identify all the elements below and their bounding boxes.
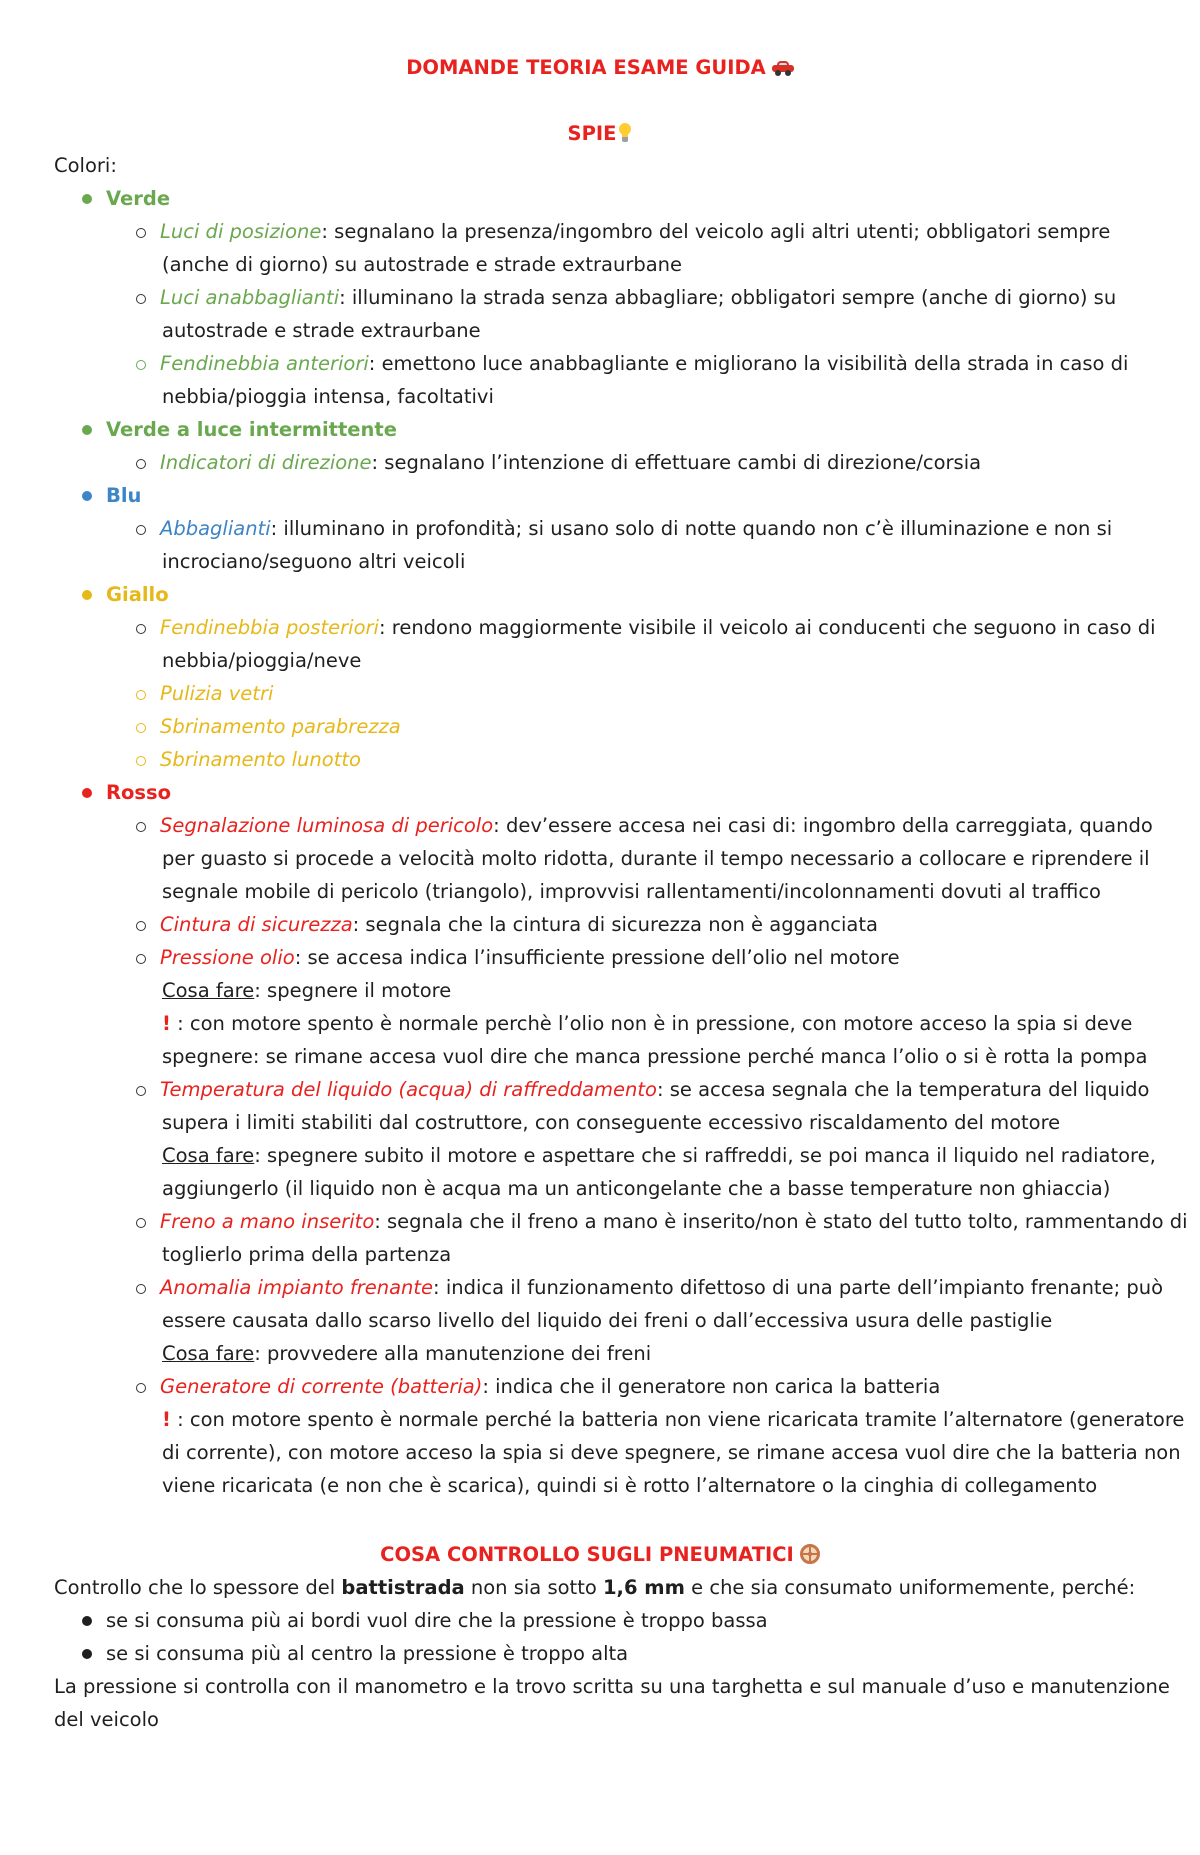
pneumatici-intro: Controllo che lo spessore del battistrada non sia sotto 1,6 mm e che sia consumato uniformemente, perché: — [54, 1576, 1136, 1599]
bullet-dot-icon — [82, 590, 92, 600]
bullet-circle-icon — [136, 525, 146, 535]
list-item: Pressione olio: se accesa indica l’insufficiente pressione dell’olio nel motore — [136, 946, 900, 970]
list-item-continuation: essere causata dallo scarso livello del liquido dei freni o dall’eccessiva usura delle pastiglie — [162, 1309, 1053, 1332]
list-item: Fendinebbia posteriori: rendono maggiormente visibile il veicolo ai conducenti che seguono in caso di — [136, 616, 1156, 640]
cosa-fare-line: Cosa fare: spegnere subito il motore e aspettare che si raffreddi, se poi manca il liquido nel radiatore, — [162, 1144, 1156, 1167]
cosa-fare-line: Cosa fare: spegnere il motore — [162, 979, 452, 1002]
category-giallo: Giallo — [82, 583, 169, 607]
list-item: Abbaglianti: illuminano in profondità; si usano solo di notte quando non c’è illuminazione e non si — [136, 517, 1112, 541]
list-item: Anomalia impianto frenante: indica il funzionamento difettoso di una parte dell’impianto frenante; può — [136, 1276, 1163, 1300]
note-line: ! : con motore spento è normale perchè l’olio non è in pressione, con motore acceso la spia si deve — [162, 1012, 1133, 1035]
pneumatici-closing: La pressione si controlla con il manometro e la trovo scritta su una targhetta e sul manuale d’uso e manutenzione — [54, 1675, 1170, 1698]
bullet-dot-icon — [82, 788, 92, 798]
bullet-circle-icon — [136, 228, 146, 238]
bullet-circle-icon — [136, 690, 146, 700]
pneumatici-closing-continuation: del veicolo — [54, 1708, 159, 1731]
list-item: se si consuma più al centro la pressione è troppo alta — [82, 1642, 628, 1666]
bullet-circle-icon — [136, 360, 146, 370]
cosa-fare-line: Cosa fare: provvedere alla manutenzione dei freni — [162, 1342, 652, 1365]
list-item: Pulizia vetri — [136, 682, 273, 706]
category-blu: Blu — [82, 484, 141, 508]
list-item: Indicatori di direzione: segnalano l’intenzione di effettuare cambi di direzione/corsia — [136, 451, 981, 475]
bullet-dot-icon — [82, 491, 92, 501]
bullet-circle-icon — [136, 723, 146, 733]
note-line: ! : con motore spento è normale perché la batteria non viene ricaricata tramite l’alternatore (generatore — [162, 1408, 1185, 1431]
document-title: DOMANDE TEORIA ESAME GUIDA — [0, 56, 1200, 79]
list-item-continuation: (anche di giorno) su autostrade e strade extraurbane — [162, 253, 683, 276]
bullet-circle-icon — [136, 822, 146, 832]
bullet-circle-icon — [136, 1086, 146, 1096]
category-rosso: Rosso — [82, 781, 171, 805]
list-item-continuation: nebbia/pioggia/neve — [162, 649, 362, 672]
section-title-spie: SPIE — [0, 122, 1200, 145]
list-item: Temperatura del liquido (acqua) di raffreddamento: se accesa segnala che la temperatura del liquido — [136, 1078, 1149, 1102]
bullet-dot-icon — [82, 1616, 92, 1626]
bullet-circle-icon — [136, 1284, 146, 1294]
bullet-circle-icon — [136, 1383, 146, 1393]
list-item-continuation: segnale mobile di pericolo (triangolo), improvvisi rallentamenti/incolonnamenti dovuti al traffico — [162, 880, 1101, 903]
list-item-continuation: supera i limiti stabiliti dal costruttore, con conseguente eccessivo riscaldamento del motore — [162, 1111, 1061, 1134]
list-item: se si consuma più ai bordi vuol dire che la pressione è troppo bassa — [82, 1609, 768, 1633]
list-item: Luci di posizione: segnalano la presenza/ingombro del veicolo agli altri utenti; obbligatori sempre — [136, 220, 1110, 244]
list-item: Generatore di corrente (batteria): indica che il generatore non carica la batteria — [136, 1375, 940, 1399]
bullet-circle-icon — [136, 624, 146, 634]
category-verde: Verde — [82, 187, 170, 211]
bullet-circle-icon — [136, 954, 146, 964]
list-item: Luci anabbaglianti: illuminano la strada senza abbagliare; obbligatori sempre (anche di giorno) su — [136, 286, 1116, 310]
list-item: Cintura di sicurezza: segnala che la cintura di sicurezza non è agganciata — [136, 913, 878, 937]
car-icon — [772, 61, 794, 75]
list-item-continuation: spegnere: se rimane accesa vuol dire che manca pressione perché manca l’olio o si è rotta la pompa — [162, 1045, 1148, 1068]
category-verde-intermittente: Verde a luce intermittente — [82, 418, 397, 442]
list-item: Segnalazione luminosa di pericolo: dev’essere accesa nei casi di: ingombro della carreggiata, quando — [136, 814, 1153, 838]
bullet-circle-icon — [136, 1218, 146, 1228]
wheel-icon — [800, 1544, 820, 1564]
list-item-continuation: incrociano/seguono altri veicoli — [162, 550, 466, 573]
list-item-continuation: toglierlo prima della partenza — [162, 1243, 452, 1266]
list-item-continuation: viene ricaricata (e non che è scarica), quindi si è rotto l’alternatore o la cinghia di collegamento — [162, 1474, 1098, 1497]
bullet-circle-icon — [136, 756, 146, 766]
bullet-dot-icon — [82, 425, 92, 435]
list-item: Sbrinamento parabrezza — [136, 715, 401, 739]
list-item-continuation: nebbia/pioggia intensa, facoltativi — [162, 385, 494, 408]
list-item-continuation: aggiungerlo (il liquido non è acqua ma un anticongelante che a basse temperature non ghiaccia) — [162, 1177, 1111, 1200]
lightbulb-icon — [618, 123, 632, 143]
intro-colori: Colori: — [54, 154, 117, 177]
bullet-dot-icon — [82, 1649, 92, 1659]
section-title-pneumatici: COSA CONTROLLO SUGLI PNEUMATICI — [0, 1543, 1200, 1566]
list-item: Freno a mano inserito: segnala che il freno a mano è inserito/non è stato del tutto tolto, rammentando di — [136, 1210, 1188, 1234]
bullet-circle-icon — [136, 921, 146, 931]
list-item: Sbrinamento lunotto — [136, 748, 361, 772]
list-item-continuation: per guasto si procede a velocità molto ridotta, durante il tempo necessario a collocare e riprendere il — [162, 847, 1150, 870]
list-item-continuation: di corrente), con motore acceso la spia si deve spegnere, se rimane accesa vuol dire che la batteria non — [162, 1441, 1181, 1464]
bullet-circle-icon — [136, 459, 146, 469]
bullet-dot-icon — [82, 194, 92, 204]
bullet-circle-icon — [136, 294, 146, 304]
list-item: Fendinebbia anteriori: emettono luce anabbagliante e migliorano la visibilità della strada in caso di — [136, 352, 1128, 376]
list-item-continuation: autostrade e strade extraurbane — [162, 319, 481, 342]
